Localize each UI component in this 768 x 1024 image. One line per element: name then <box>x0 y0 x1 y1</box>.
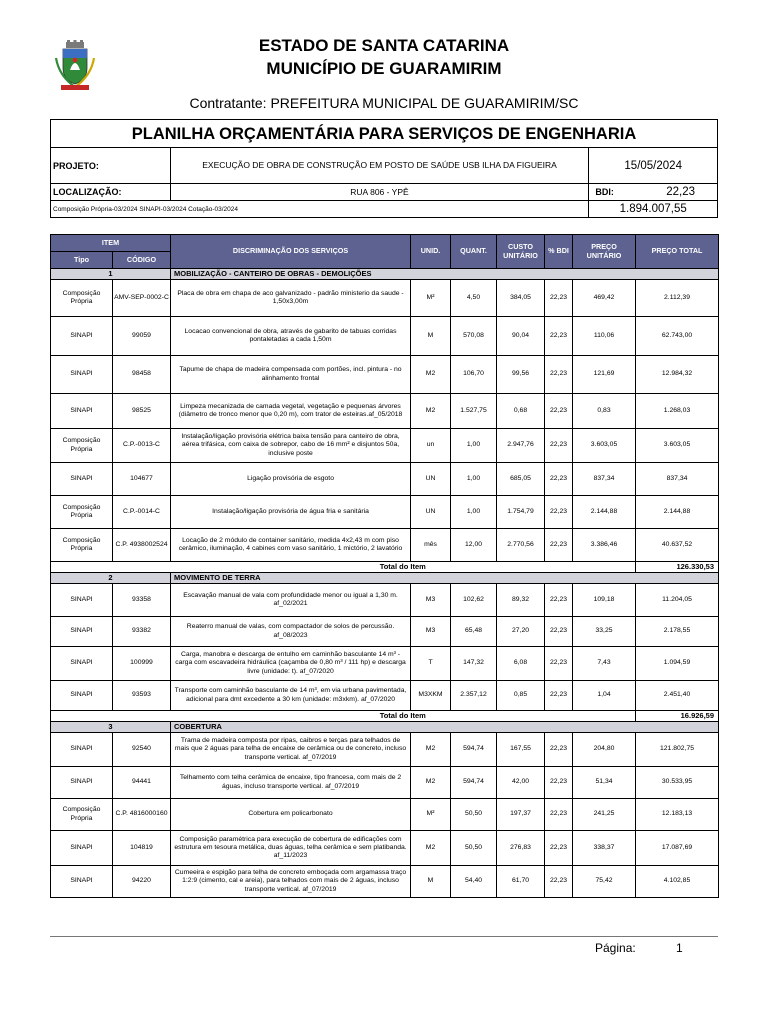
cell-total: 17.087,69 <box>636 831 719 866</box>
blank-cell <box>51 562 171 573</box>
cell-unid: M² <box>411 280 451 317</box>
cell-desc: Trama de madeira composta por ripas, caibros e terças para telhados de mais que 2 águas para telha de encaixe de cerâmica ou de concreto, incluso transporte vertical. af_07/2019 <box>171 733 411 767</box>
cell-bdi: 22,23 <box>545 831 573 866</box>
cell-codigo: 100999 <box>113 647 171 681</box>
footer-divider <box>50 936 718 937</box>
cell-desc: Ligação provisória de esgoto <box>171 463 411 496</box>
section-total-value: 16.926,59 <box>636 711 719 722</box>
cell-tipo: SINAPI <box>51 356 113 394</box>
project-description: EXECUÇÃO DE OBRA DE CONSTRUÇÃO EM POSTO DE SAÚDE USB ILHA DA FIGUEIRA <box>171 148 590 183</box>
cell-unid: UN <box>411 496 451 529</box>
cell-unid: M2 <box>411 394 451 429</box>
cell-bdi: 22,23 <box>545 584 573 617</box>
bdi-label: BDI: <box>595 187 614 197</box>
cell-preco: 33,25 <box>573 617 636 647</box>
table-row <box>51 681 719 711</box>
cell-custo: 90,04 <box>497 317 545 356</box>
cell-unid: M3XKM <box>411 681 451 711</box>
cell-quant: 570,08 <box>451 317 497 356</box>
cell-preco: 1,04 <box>573 681 636 711</box>
section-title: MOVIMENTO DE TERRA <box>171 573 719 584</box>
cell-unid: un <box>411 429 451 463</box>
cell-unid: M3 <box>411 584 451 617</box>
cell-tipo: SINAPI <box>51 767 113 799</box>
section-total-label: Total do Item <box>171 711 636 722</box>
cell-quant: 65,48 <box>451 617 497 647</box>
cell-preco: 338,37 <box>573 831 636 866</box>
cell-custo: 685,05 <box>497 463 545 496</box>
section-title: COBERTURA <box>171 722 719 733</box>
cell-custo: 27,20 <box>497 617 545 647</box>
table-row <box>51 463 719 496</box>
col-codigo: CÓDIGO <box>113 252 171 269</box>
cell-tipo: Composição Própria <box>51 799 113 831</box>
cell-total: 12.984,32 <box>636 356 719 394</box>
col-preco: PREÇO UNITÁRIO <box>573 235 636 269</box>
cell-custo: 1.754,79 <box>497 496 545 529</box>
cell-bdi: 22,23 <box>545 733 573 767</box>
municipality-title: MUNICÍPIO DE GUARAMIRIM <box>266 59 502 78</box>
cell-total: 11.204,05 <box>636 584 719 617</box>
table-row <box>51 617 719 647</box>
cell-preco: 121,69 <box>573 356 636 394</box>
cell-preco: 469,42 <box>573 280 636 317</box>
cell-codigo: C.P.-0014-C <box>113 496 171 529</box>
cell-custo: 276,83 <box>497 831 545 866</box>
table-row <box>51 767 719 799</box>
cell-bdi: 22,23 <box>545 429 573 463</box>
table-row <box>51 831 719 866</box>
cell-unid: M2 <box>411 767 451 799</box>
cell-quant: 50,50 <box>451 799 497 831</box>
cell-codigo: 93382 <box>113 617 171 647</box>
cell-bdi: 22,23 <box>545 799 573 831</box>
blank-cell <box>51 711 171 722</box>
cell-total: 4.102,85 <box>636 866 719 898</box>
page-number: 1 <box>676 941 683 955</box>
cell-preco: 241,25 <box>573 799 636 831</box>
cell-total: 2.178,55 <box>636 617 719 647</box>
cell-custo: 2.947,76 <box>497 429 545 463</box>
cell-desc: Instalação/ligação provisória de água fria e sanitária <box>171 496 411 529</box>
cell-bdi: 22,23 <box>545 394 573 429</box>
cell-preco: 110,06 <box>573 317 636 356</box>
state-title: ESTADO DE SANTA CATARINA <box>258 36 510 55</box>
table-row <box>51 799 719 831</box>
cell-custo: 89,32 <box>497 584 545 617</box>
bdi-value: 22,23 <box>666 186 696 198</box>
cell-preco: 109,18 <box>573 584 636 617</box>
col-bdi: % BDI <box>545 235 573 269</box>
cell-desc: Cumeeira e espigão para telha de concreto emboçada com argamassa traço 1:2:9 (cimento, cal e areia), para telhados com mais de 2 águas, incluso transporte vertical. af_07/2019 <box>171 866 411 898</box>
col-discriminacao: DISCRIMINAÇÃO DOS SERVIÇOS <box>171 235 411 269</box>
cell-tipo: SINAPI <box>51 866 113 898</box>
cell-desc: Reaterro manual de valas, com compactador de solos de percussão. af_08/2023 <box>171 617 411 647</box>
table-row <box>51 356 719 394</box>
cell-total: 30.533,95 <box>636 767 719 799</box>
bdi-cell <box>589 184 717 200</box>
cell-quant: 1,00 <box>451 463 497 496</box>
cell-unid: M3 <box>411 617 451 647</box>
budget-title: PLANILHA ORÇAMENTÁRIA PARA SERVIÇOS DE ENGENHARIA <box>51 120 717 148</box>
cell-unid: M2 <box>411 356 451 394</box>
cell-unid: T <box>411 647 451 681</box>
cell-codigo: 98458 <box>113 356 171 394</box>
section-total-value: 126.330,53 <box>636 562 719 573</box>
cell-quant: 147,32 <box>451 647 497 681</box>
cell-tipo: SINAPI <box>51 733 113 767</box>
table-row <box>51 394 719 429</box>
cell-preco: 837,34 <box>573 463 636 496</box>
cell-quant: 50,50 <box>451 831 497 866</box>
col-item: ITEM <box>51 235 171 252</box>
cell-quant: 1.527,75 <box>451 394 497 429</box>
cell-custo: 2.770,56 <box>497 529 545 562</box>
budget-header-box <box>50 119 718 218</box>
cell-quant: 594,74 <box>451 767 497 799</box>
cell-unid: UN <box>411 463 451 496</box>
cell-custo: 384,05 <box>497 280 545 317</box>
cell-bdi: 22,23 <box>545 866 573 898</box>
cell-preco: 51,34 <box>573 767 636 799</box>
cell-custo: 6,08 <box>497 647 545 681</box>
table-row <box>51 733 719 767</box>
section-header-row <box>51 573 719 584</box>
cell-quant: 12,00 <box>451 529 497 562</box>
cell-tipo: SINAPI <box>51 647 113 681</box>
cell-preco: 204,80 <box>573 733 636 767</box>
cell-bdi: 22,23 <box>545 463 573 496</box>
section-number: 3 <box>51 722 171 733</box>
col-total: PREÇO TOTAL <box>636 235 719 269</box>
cell-desc: Escavação manual de vala com profundidade menor ou igual a 1,30 m. af_02/2021 <box>171 584 411 617</box>
cell-tipo: SINAPI <box>51 394 113 429</box>
cell-codigo: C.P.-0013-C <box>113 429 171 463</box>
cell-desc: Composição paramétrica para execução de cobertura de edificações com estrutura em tesoura metálica, duas águas, telha cerâmica e sem platibanda. af_11/2023 <box>171 831 411 866</box>
table-row <box>51 647 719 681</box>
composition-sources: Composição Própria-03/2024 SINAPI-03/2024 Cotação-03/2024 <box>51 201 589 217</box>
cell-codigo: C.P. 4816000160 <box>113 799 171 831</box>
cell-codigo: 92540 <box>113 733 171 767</box>
cell-quant: 106,70 <box>451 356 497 394</box>
cell-tipo: Composição Própria <box>51 280 113 317</box>
cell-tipo: SINAPI <box>51 681 113 711</box>
section-title: MOBILIZAÇÃO - CANTEIRO DE OBRAS - DEMOLIÇÕES <box>171 269 719 280</box>
cell-custo: 42,00 <box>497 767 545 799</box>
cell-total: 62.743,00 <box>636 317 719 356</box>
cell-quant: 2.357,12 <box>451 681 497 711</box>
table-row <box>51 866 719 898</box>
table-row <box>51 584 719 617</box>
cell-total: 3.603,05 <box>636 429 719 463</box>
cell-bdi: 22,23 <box>545 356 573 394</box>
cell-tipo: SINAPI <box>51 463 113 496</box>
location-row <box>51 184 717 201</box>
table-row <box>51 529 719 562</box>
location-value: RUA 806 - YPÊ <box>171 184 590 200</box>
cell-unid: M² <box>411 799 451 831</box>
col-custo: CUSTO UNITÁRIO <box>497 235 545 269</box>
cell-desc: Locacao convencional de obra, através de gabarito de tabuas corridas pontaletadas a cada 1,50m <box>171 317 411 356</box>
section-number: 2 <box>51 573 171 584</box>
section-number: 1 <box>51 269 171 280</box>
cell-desc: Locação de 2 módulo de container sanitário, medida 4x2,43 m com piso cerâmico, iluminação, 4 cabines com vaso sanitário, 1 mictório, 2 lavatório <box>171 529 411 562</box>
cell-bdi: 22,23 <box>545 617 573 647</box>
cell-preco: 7,43 <box>573 647 636 681</box>
cell-quant: 54,40 <box>451 866 497 898</box>
cell-preco: 3.386,46 <box>573 529 636 562</box>
cell-codigo: C.P. 4938002524 <box>113 529 171 562</box>
col-quant: QUANT. <box>451 235 497 269</box>
cell-quant: 1,00 <box>451 496 497 529</box>
cell-tipo: SINAPI <box>51 831 113 866</box>
cell-custo: 167,55 <box>497 733 545 767</box>
section-header-row <box>51 722 719 733</box>
cell-custo: 197,37 <box>497 799 545 831</box>
table-row <box>51 280 719 317</box>
col-unid: UNID. <box>411 235 451 269</box>
section-total-row <box>51 562 719 573</box>
cell-desc: Telhamento com telha cerâmica de encaixe, tipo francesa, com mais de 2 águas, incluso transporte vertical. af_07/2019 <box>171 767 411 799</box>
grand-total: 1.894.007,55 <box>619 203 687 215</box>
cell-desc: Tapume de chapa de madeira compensada com portões, incl. pintura - no alinhamento frontal <box>171 356 411 394</box>
location-label: LOCALIZAÇÃO: <box>51 184 171 200</box>
section-total-row <box>51 711 719 722</box>
cell-bdi: 22,23 <box>545 280 573 317</box>
cell-codigo: 93593 <box>113 681 171 711</box>
cell-desc: Placa de obra em chapa de aco galvanizado - padrão ministerio da saude - 1,50x3,00m <box>171 280 411 317</box>
cell-quant: 4,50 <box>451 280 497 317</box>
table-row <box>51 317 719 356</box>
cell-desc: Limpeza mecanizada de camada vegetal, vegetação e pequenas árvores (diâmetro de tronco menor que 0,20 m), com trator de esteiras.af_05/2018 <box>171 394 411 429</box>
cell-unid: mês <box>411 529 451 562</box>
cell-tipo: Composição Própria <box>51 496 113 529</box>
budget-table <box>50 234 719 898</box>
budget-date: 15/05/2024 <box>624 159 682 172</box>
project-label: PROJETO: <box>51 148 171 183</box>
cell-tipo: SINAPI <box>51 317 113 356</box>
cell-quant: 594,74 <box>451 733 497 767</box>
cell-total: 1.268,03 <box>636 394 719 429</box>
section-header-row <box>51 269 719 280</box>
cell-bdi: 22,23 <box>545 529 573 562</box>
cell-tipo: Composição Própria <box>51 429 113 463</box>
cell-bdi: 22,23 <box>545 647 573 681</box>
composition-row <box>51 201 717 217</box>
cell-total: 837,34 <box>636 463 719 496</box>
cell-unid: M2 <box>411 733 451 767</box>
page-label: Página: <box>595 941 636 955</box>
cell-total: 12.183,13 <box>636 799 719 831</box>
cell-codigo: 93358 <box>113 584 171 617</box>
cell-preco: 2.144,88 <box>573 496 636 529</box>
table-row <box>51 496 719 529</box>
cell-bdi: 22,23 <box>545 496 573 529</box>
cell-quant: 102,62 <box>451 584 497 617</box>
cell-custo: 0,68 <box>497 394 545 429</box>
cell-codigo: 94441 <box>113 767 171 799</box>
cell-bdi: 22,23 <box>545 767 573 799</box>
cell-codigo: AMV-SEP-0002-C <box>113 280 171 317</box>
cell-desc: Instalação/ligação provisória elétrica baixa tensão para canteiro de obra, aérea trifásica, com caixa de sobrepor, cabo de 16 mm² e disjuntos 50a, inclusive poste <box>171 429 411 463</box>
cell-codigo: 104677 <box>113 463 171 496</box>
cell-total: 2.451,40 <box>636 681 719 711</box>
cell-codigo: 94220 <box>113 866 171 898</box>
cell-total: 40.637,52 <box>636 529 719 562</box>
cell-custo: 61,70 <box>497 866 545 898</box>
cell-custo: 0,85 <box>497 681 545 711</box>
cell-bdi: 22,23 <box>545 317 573 356</box>
cell-preco: 75,42 <box>573 866 636 898</box>
cell-unid: M <box>411 866 451 898</box>
cell-unid: M <box>411 317 451 356</box>
cell-bdi: 22,23 <box>545 681 573 711</box>
col-tipo: Tipo <box>51 252 113 269</box>
cell-preco: 0,83 <box>573 394 636 429</box>
cell-total: 121.802,75 <box>636 733 719 767</box>
project-row <box>51 148 717 184</box>
cell-tipo: Composição Própria <box>51 529 113 562</box>
cell-total: 1.094,59 <box>636 647 719 681</box>
cell-desc: Carga, manobra e descarga de entulho em caminhão basculante 14 m³ - carga com escavadeira hidráulica (caçamba de 0,80 m³ / 111 hp) e descarga livre (unidade: t). af_07/2020 <box>171 647 411 681</box>
cell-desc: Cobertura em policarbonato <box>171 799 411 831</box>
cell-desc: Transporte com caminhão basculante de 14 m³, em via urbana pavimentada, adicional para dmt excedente a 30 km (unidade: m3xkm). af_07/2020 <box>171 681 411 711</box>
cell-preco: 3.603,05 <box>573 429 636 463</box>
cell-codigo: 104819 <box>113 831 171 866</box>
contractor-line: Contratante: PREFEITURA MUNICIPAL DE GUARAMIRIM/SC <box>189 95 579 111</box>
table-row <box>51 429 719 463</box>
cell-codigo: 99059 <box>113 317 171 356</box>
cell-tipo: SINAPI <box>51 584 113 617</box>
section-total-label: Total do Item <box>171 562 636 573</box>
cell-unid: M2 <box>411 831 451 866</box>
cell-custo: 99,56 <box>497 356 545 394</box>
cell-quant: 1,00 <box>451 429 497 463</box>
cell-total: 2.112,39 <box>636 280 719 317</box>
cell-tipo: SINAPI <box>51 617 113 647</box>
cell-total: 2.144,88 <box>636 496 719 529</box>
cell-codigo: 98525 <box>113 394 171 429</box>
